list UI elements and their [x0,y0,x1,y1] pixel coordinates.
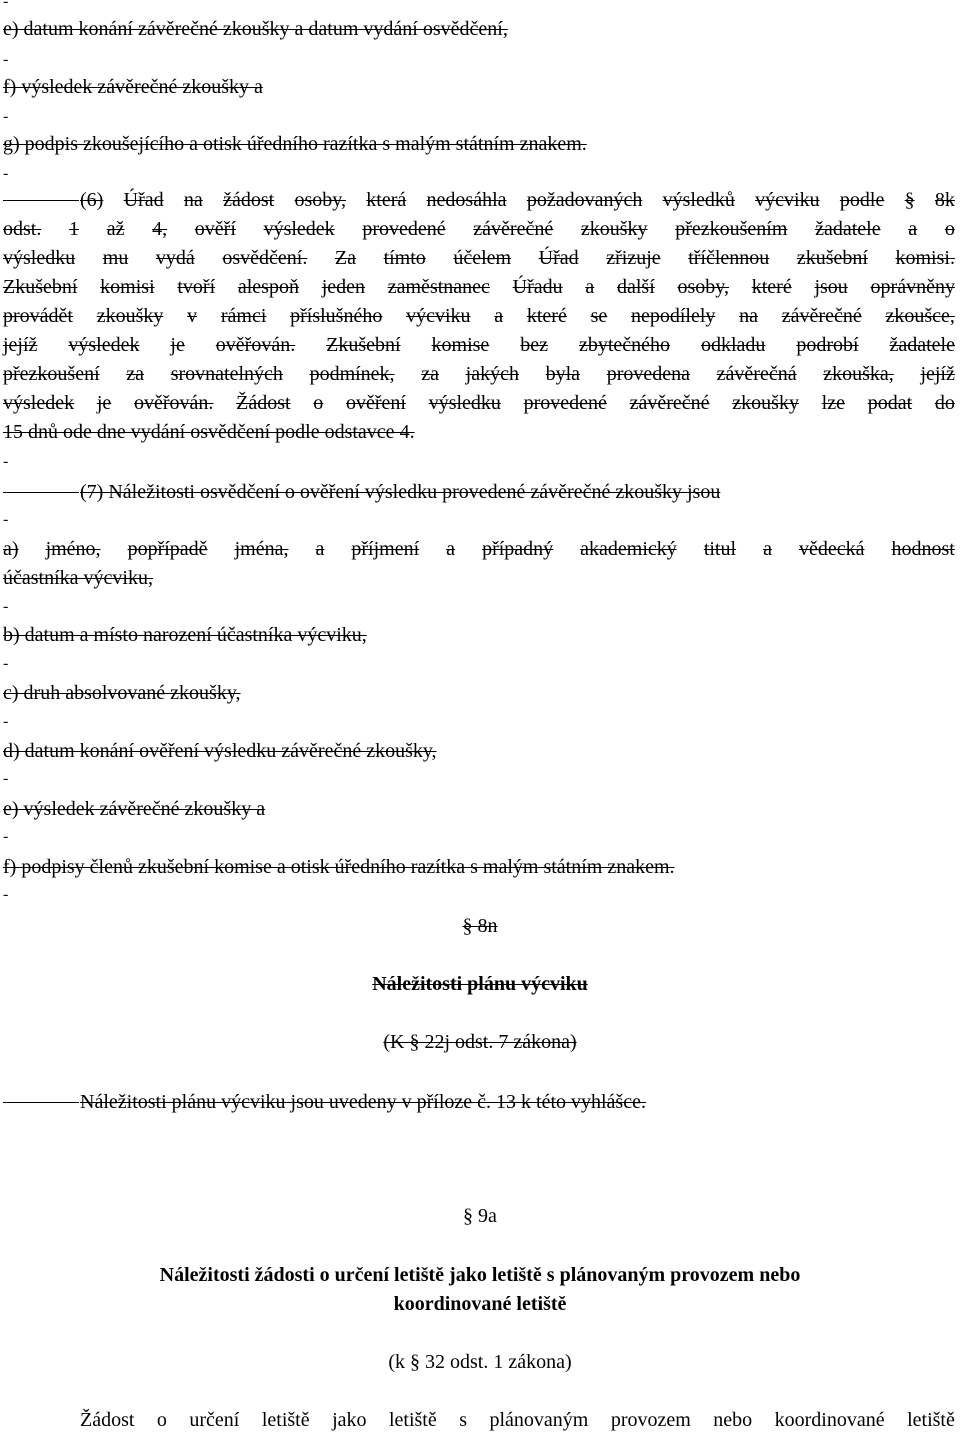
old-heading-8n: Náležitosti plánu výcviku [372,973,588,995]
word: tvoří [177,276,216,298]
word: určení [189,1409,240,1431]
word: žádost [223,189,275,211]
word: ověřován. [133,392,214,414]
old-item-a-line1 [3,535,955,563]
word: plánovaným [489,1409,589,1431]
old-para6-line5 [3,302,955,330]
word: osoby, [677,276,729,298]
word: zkoušce, [885,305,955,327]
word: provedené [523,392,607,414]
word: závěrečná [716,363,797,385]
old-para6-line2 [3,215,955,243]
word: jako [332,1409,367,1431]
deletion-marker: - [3,453,9,470]
word: výcviku [406,305,471,327]
old-item-e1: e) datum konání závěrečné zkoušky a datum vydání osvědčení, [3,18,508,40]
word: podrobí [796,334,859,356]
deletion-marker: - [3,108,9,125]
old-para7: (7) Náležitosti osvědčení o ověření výsledku provedené závěrečné zkoušky jsou [80,481,721,503]
old-para6-line6 [3,331,955,359]
word: jsou [814,276,848,298]
word: odst. [3,218,42,240]
deletion-marker: - [3,828,9,845]
ref-9a: (k § 32 odst. 1 zákona) [388,1351,572,1373]
word: a) [3,538,19,560]
deletion-marker: - [3,598,9,615]
word: alespoň [237,276,299,298]
word: zkoušky [580,218,648,240]
deletion-marker: - [3,0,9,10]
word: v [187,305,198,327]
word: Zkušební [3,276,78,298]
deletion-marker: - [3,51,9,68]
word: a [315,538,325,560]
word: zkouška, [823,363,894,385]
word: 4, [152,218,168,240]
word: závěrečné [781,305,862,327]
word: případný [482,538,554,560]
word: ověří [194,218,236,240]
word: jeden [321,276,366,298]
word: a [908,218,918,240]
word: se [590,305,608,327]
word: a [494,305,504,327]
word: (6) [80,189,104,211]
old-para6-line8 [3,389,955,417]
word: jakých [465,363,519,385]
word: komisi [100,276,155,298]
word: závěrečné [473,218,554,240]
deletion-marker: - [3,165,9,182]
word: podat [867,392,913,414]
word: oprávněny [870,276,955,298]
word: jejíž [3,334,38,356]
word: výsledku [3,247,76,269]
word: letiště [907,1409,955,1431]
word: ověřován. [215,334,296,356]
word: nepodílely [631,305,716,327]
old-para6-line9: 15 dnů ode dne vydání osvědčení podle odstavce 4. [3,421,415,443]
word: osoby, [294,189,346,211]
old-item-e2: e) výsledek závěrečné zkoušky a [3,798,266,820]
word: popřípadě [127,538,208,560]
word: tříčlennou [688,247,770,269]
old-item-b: b) datum a místo narození účastníka výcviku, [3,624,367,646]
old-item-f2: f) podpisy členů zkušební komise a otisk úředního razítka s malým státním znakem. [3,856,675,878]
word: do [934,392,955,414]
old-para6-line7 [3,360,955,388]
word: výsledku [428,392,501,414]
word: § [904,189,915,211]
word: provozem [610,1409,691,1431]
word: na [183,189,203,211]
old-item-d: d) datum konání ověření výsledku závěrečné zkoušky, [3,740,437,762]
word: 1 [69,218,80,240]
word: žadatele [815,218,881,240]
word: příslušného [290,305,383,327]
heading-9a-line1: Náležitosti žádosti o určení letiště jako letiště s plánovaným provozem nebo [159,1264,801,1286]
word: přezkoušením [675,218,788,240]
deletion-marker: - [3,886,9,903]
deletion-marker: - [3,511,9,528]
word: osvědčení. [222,247,308,269]
word: vědecká [798,538,865,560]
word: zkoušky [732,392,799,414]
word: provedena [606,363,690,385]
word: jméno, [45,538,101,560]
word: Zkušební [326,334,401,356]
word: která [366,189,407,211]
word: až [106,218,125,240]
word: Za [334,247,356,269]
word: které [751,276,792,298]
word: bez [520,334,548,356]
word: o [156,1409,167,1431]
word: tímto [383,247,426,269]
word: zkušební [796,247,868,269]
old-ref-8n: (K § 22j odst. 7 zákona) [383,1031,577,1053]
old-para6-line4 [3,273,955,301]
word: za [126,363,145,385]
word: 8k [934,189,955,211]
word: výcviku [755,189,820,211]
word: jejíž [920,363,955,385]
deletion-marker: - [3,655,9,672]
word: za [421,363,439,385]
word: hodnost [891,538,955,560]
word: na [739,305,759,327]
word: akademický [580,538,677,560]
word: a [446,538,456,560]
word: provedené [362,218,446,240]
word: zbytečného [578,334,671,356]
word: zřizuje [606,247,661,269]
word: nebo [713,1409,753,1431]
word: a [585,276,595,298]
word: ověření [345,392,406,414]
word: komisi. [895,247,955,269]
word: které [526,305,567,327]
word: komise [431,334,490,356]
word: o [944,218,955,240]
word: byla [545,363,581,385]
word: srovnatelných [170,363,283,385]
word: závěrečné [629,392,710,414]
word: podle [839,189,885,211]
word: Úřad [123,189,164,211]
old-item-a-line2: účastníka výcviku, [3,567,153,589]
word: o [313,392,324,414]
old-para6-line3 [3,244,955,272]
word: mu [102,247,129,269]
word: Žádost [80,1409,135,1431]
old-body-8n: Náležitosti plánu výcviku jsou uvedeny v příloze č. 13 k této vyhlášce. [80,1091,646,1113]
word: a [763,538,772,560]
word: jména, [234,538,289,560]
word: koordinované [774,1409,885,1431]
word: přezkoušení [3,363,100,385]
word: požadovaných [526,189,643,211]
word: provádět [3,305,73,327]
word: výsledek [263,218,335,240]
old-item-c: c) druh absolvované zkoušky, [3,682,241,704]
old-section-8n: § 8n [462,915,498,937]
old-item-g1: g) podpis zkoušejícího a otisk úředního razítka s malým státním znakem. [3,133,587,155]
word: výsledek [68,334,140,356]
old-para6-line1 [3,186,955,214]
word: letiště [261,1409,310,1431]
word: titul [703,538,737,560]
deletion-marker: - [3,713,9,730]
deletion-marker: - [3,770,9,787]
word: zkoušky [96,305,164,327]
word: příjmení [351,538,420,560]
word: podmínek, [309,363,395,385]
section-9a: § 9a [463,1205,497,1227]
word: další [617,276,655,298]
word: zaměstnanec [387,276,490,298]
word: žadatele [889,334,955,356]
word: letiště [388,1409,437,1431]
word: lze [821,392,845,414]
word: účelem [453,247,512,269]
word: nedosáhla [426,189,507,211]
word: výsledek [3,392,75,414]
body-9a-line1 [3,1406,955,1434]
heading-9a-line2: koordinované letiště [393,1293,567,1315]
word: je [170,334,185,356]
word: s [459,1409,467,1431]
word: Úřad [538,247,579,269]
word: Úřadu [512,276,563,298]
word: odkladu [700,334,766,356]
old-item-f1: f) výsledek závěrečné zkoušky a [3,76,263,98]
word: výsledků [662,189,735,211]
word: rámci [220,305,267,327]
word: Žádost [236,392,291,414]
word: vydá [155,247,195,269]
word: je [96,392,112,414]
